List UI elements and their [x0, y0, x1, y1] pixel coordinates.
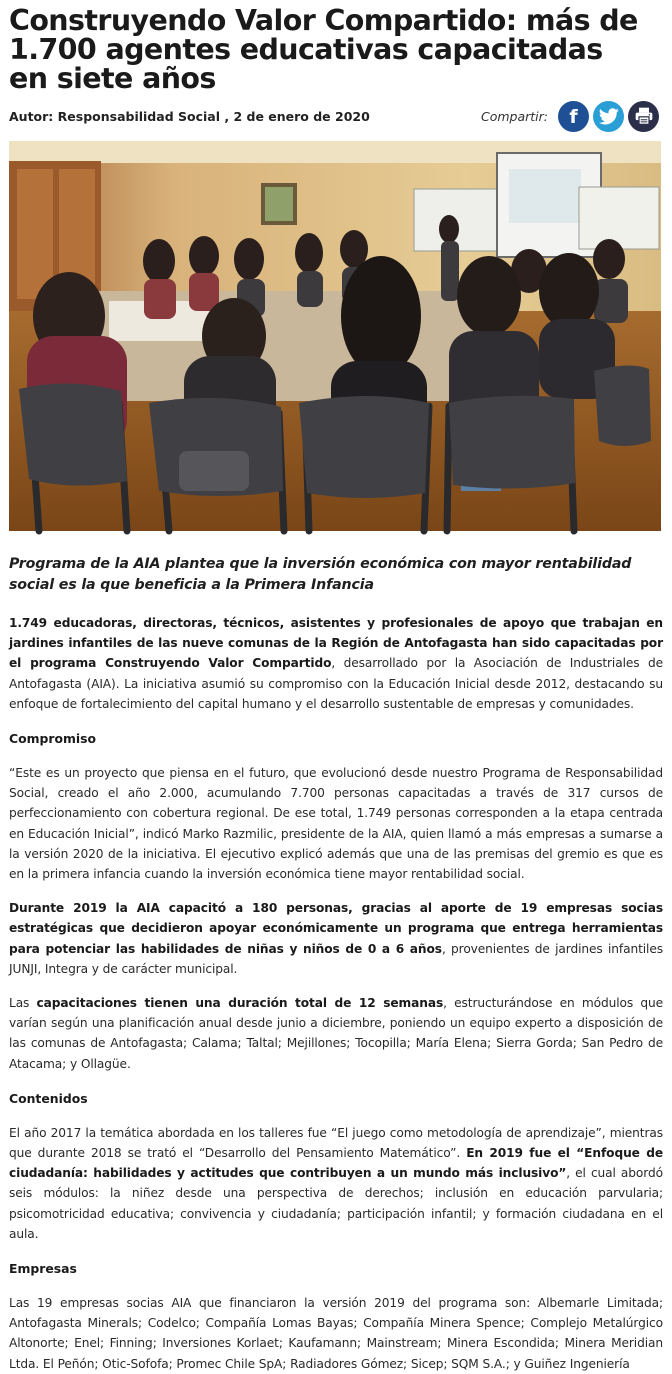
paragraph-1 [9, 613, 663, 714]
paragraph-5-bold: En 2019 fue el “Enfoque de ciudadanía: habilidades y actitudes que contribuyen a un mundo más inclusivo” [9, 1146, 663, 1181]
print-button[interactable] [628, 101, 659, 132]
paragraph-3-bold: Durante 2019 la AIA capacitó a 180 personas, gracias al aporte de 19 empresas socias estratégicas que decidieron apoyar económicamente un programa que entrega herramientas para potenciar las habilidades de niñas y niños de 0 a 6 años [9, 901, 663, 956]
paragraph-5 [9, 1123, 663, 1244]
heading-compromiso: Compromiso [9, 731, 97, 747]
article-meta [9, 99, 663, 139]
heading-contenidos: Contenidos [9, 1090, 88, 1106]
paragraph-3 [9, 898, 663, 979]
paragraph-5-text: , el cual abordó seis módulos: la niñez desde una perspectiva de derechos; inclusión en educación parvularia; psicomotricidad educativa; convivencia y ciudadanía; participación infantil; y formación ciudadana en el aula. [9, 1166, 663, 1241]
paragraph-4-bold: capacitaciones tienen una duración total de 12 semanas [36, 996, 444, 1011]
twitter-share-button[interactable] [593, 101, 624, 132]
facebook-icon: f [569, 106, 578, 128]
share-bar [481, 99, 659, 133]
paragraph-4-pre: Las [9, 996, 37, 1011]
paragraph-1-text: , desarrollado por la Asociación de Industriales de Antofagasta (AIA). La iniciativa asumió su compromiso con la Educación Inicial desde 2012, destacando su enfoque de fortalecimiento del capital humano y el desarrollo sustentable de empresas y comunidades. [9, 656, 663, 711]
article-subtitle: Programa de la AIA plantea que la inversión económica con mayor rentabilidad social es la que beneficia a la Primera Infancia [9, 556, 632, 593]
paragraph-4 [9, 993, 663, 1074]
twitter-icon [599, 108, 619, 125]
share-label: Compartir: [480, 108, 548, 124]
paragraph-6: Las 19 empresas socias AIA que financiaron la versión 2019 del programa son: Albemarle Limitada; Antofagasta Minerals; Codelco; Compañía Lomas Bayas; Compañía Minera Spence; Complejo Metalúrgico Altonorte; Enel; Finning; Inversiones Korlaet; Kaufamann; Mainstream; Minera Escondida; Minera Meridian Ltda. El Peñón; Otic-Sofofa; Promec Chile SpA; Radiadores Gómez; Sicep; SQM S.A.; y Guiñez Ingeniería [9, 1296, 663, 1371]
paragraph-5-pre: El año 2017 la temática abordada en los talleres fue “El juego como metodología de aprendizaje”, mientras que durante 2018 se trató el “Desarrollo del Pensamiento Matemático”. [9, 1125, 663, 1161]
article-photo [9, 141, 661, 531]
paragraph-1-bold: 1.749 educadoras, directoras, técnicos, asistentes y profesionales de apoyo que trabajan en jardines infantiles de las nueve comunas de la Región de Antofagasta han sido capacitadas por el programa Construyendo Valor Compartido [9, 616, 663, 671]
classroom-photo [9, 141, 661, 531]
paragraph-4-text: , estructurándose en módulos que varían según una planificación anual desde junio a diciembre, poniendo un equipo experto a disposición de las comunas de Antofagasta; Calama; Taltal; Mejillones; Tocopilla; María Elena; Sierra Gorda; San Pedro de Atacama; y Ollagüe. [9, 996, 663, 1071]
facebook-share-button[interactable] [558, 101, 589, 132]
heading-empresas: Empresas [9, 1261, 77, 1277]
paragraph-2: “Este es un proyecto que piensa en el futuro, que evolucionó desde nuestro Programa de Responsabilidad Social, creado el año 2.000, acumulando 7.700 personas capacitadas a través de 317 cursos de perfeccionamiento con cobertura regional. De ese total, 1.749 personas corresponden a la etapa centrada en Educación Inicial”, indicó Marko Razmilic, presidente de la AIA, quien llamó a más empresas a sumarse a la versión 2020 de la iniciativa. El ejecutivo explicó además que una de las premisas del gremio es que es en la primera infancia cuando la inversión económica tiene mayor rentabilidad social. [9, 766, 663, 882]
article-title: Construyendo Valor Compartido: más de 1.700 agentes educativas capacitadas en siete años [9, 4, 638, 95]
print-icon [634, 106, 654, 126]
author-line: Autor: Responsabilidad Social , 2 de enero de 2020 [9, 109, 370, 124]
paragraph-3-text: , provenientes de jardines infantiles JUNJI, Integra y de carácter municipal. [9, 941, 663, 976]
